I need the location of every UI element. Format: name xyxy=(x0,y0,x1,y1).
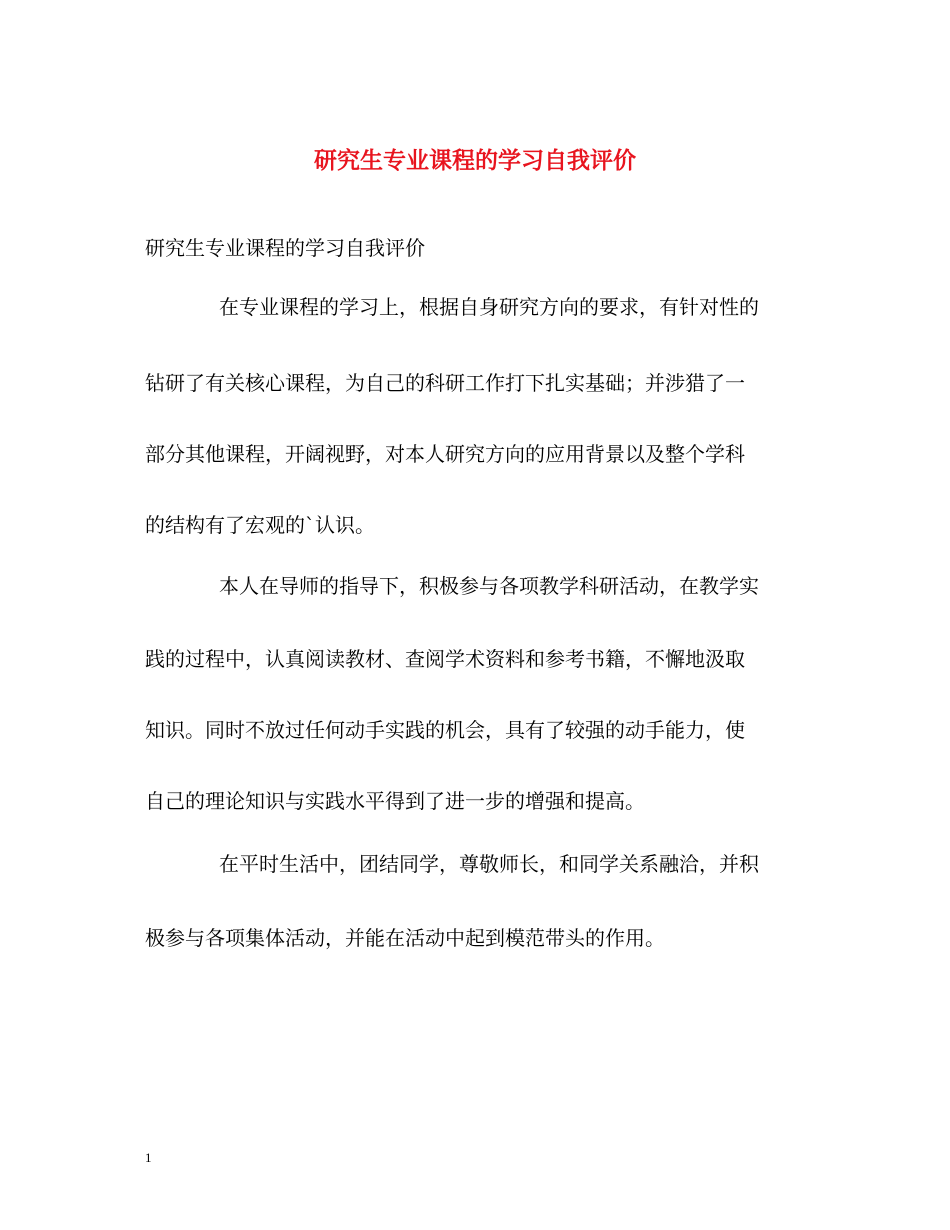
paragraph-2-line-1: 本人在导师的指导下，积极参与各项教学科研活动，在教学实 xyxy=(219,574,759,598)
page-number: 1 xyxy=(145,1150,152,1165)
paragraph-1-line-1: 在专业课程的学习上，根据自身研究方向的要求，有针对性的 xyxy=(219,295,759,319)
paragraph-2-line-4: 自己的理论知识与实践水平得到了进一步的增强和提高。 xyxy=(145,789,645,813)
paragraph-2-line-2: 践的过程中，认真阅读教材、查阅学术资料和参考书籍，不懈地汲取 xyxy=(145,647,745,671)
paragraph-3-line-2: 极参与各项集体活动，并能在活动中起到模范带头的作用。 xyxy=(145,926,665,950)
document-subtitle: 研究生专业课程的学习自我评价 xyxy=(145,236,425,260)
paragraph-1-line-2: 钻研了有关核心课程，为自己的科研工作打下扎实基础；并涉猎了一 xyxy=(145,371,745,395)
paragraph-1-line-3: 部分其他课程，开阔视野，对本人研究方向的应用背景以及整个学科 xyxy=(145,442,745,466)
paragraph-3-line-1: 在平时生活中，团结同学，尊敬师长，和同学关系融洽，并积 xyxy=(219,852,759,876)
paragraph-2-line-3: 知识。同时不放过任何动手实践的机会，具有了较强的动手能力，使 xyxy=(145,718,745,742)
paragraph-1-line-4: 的结构有了宏观的`认识。 xyxy=(145,513,375,537)
document-title: 研究生专业课程的学习自我评价 xyxy=(314,147,636,174)
